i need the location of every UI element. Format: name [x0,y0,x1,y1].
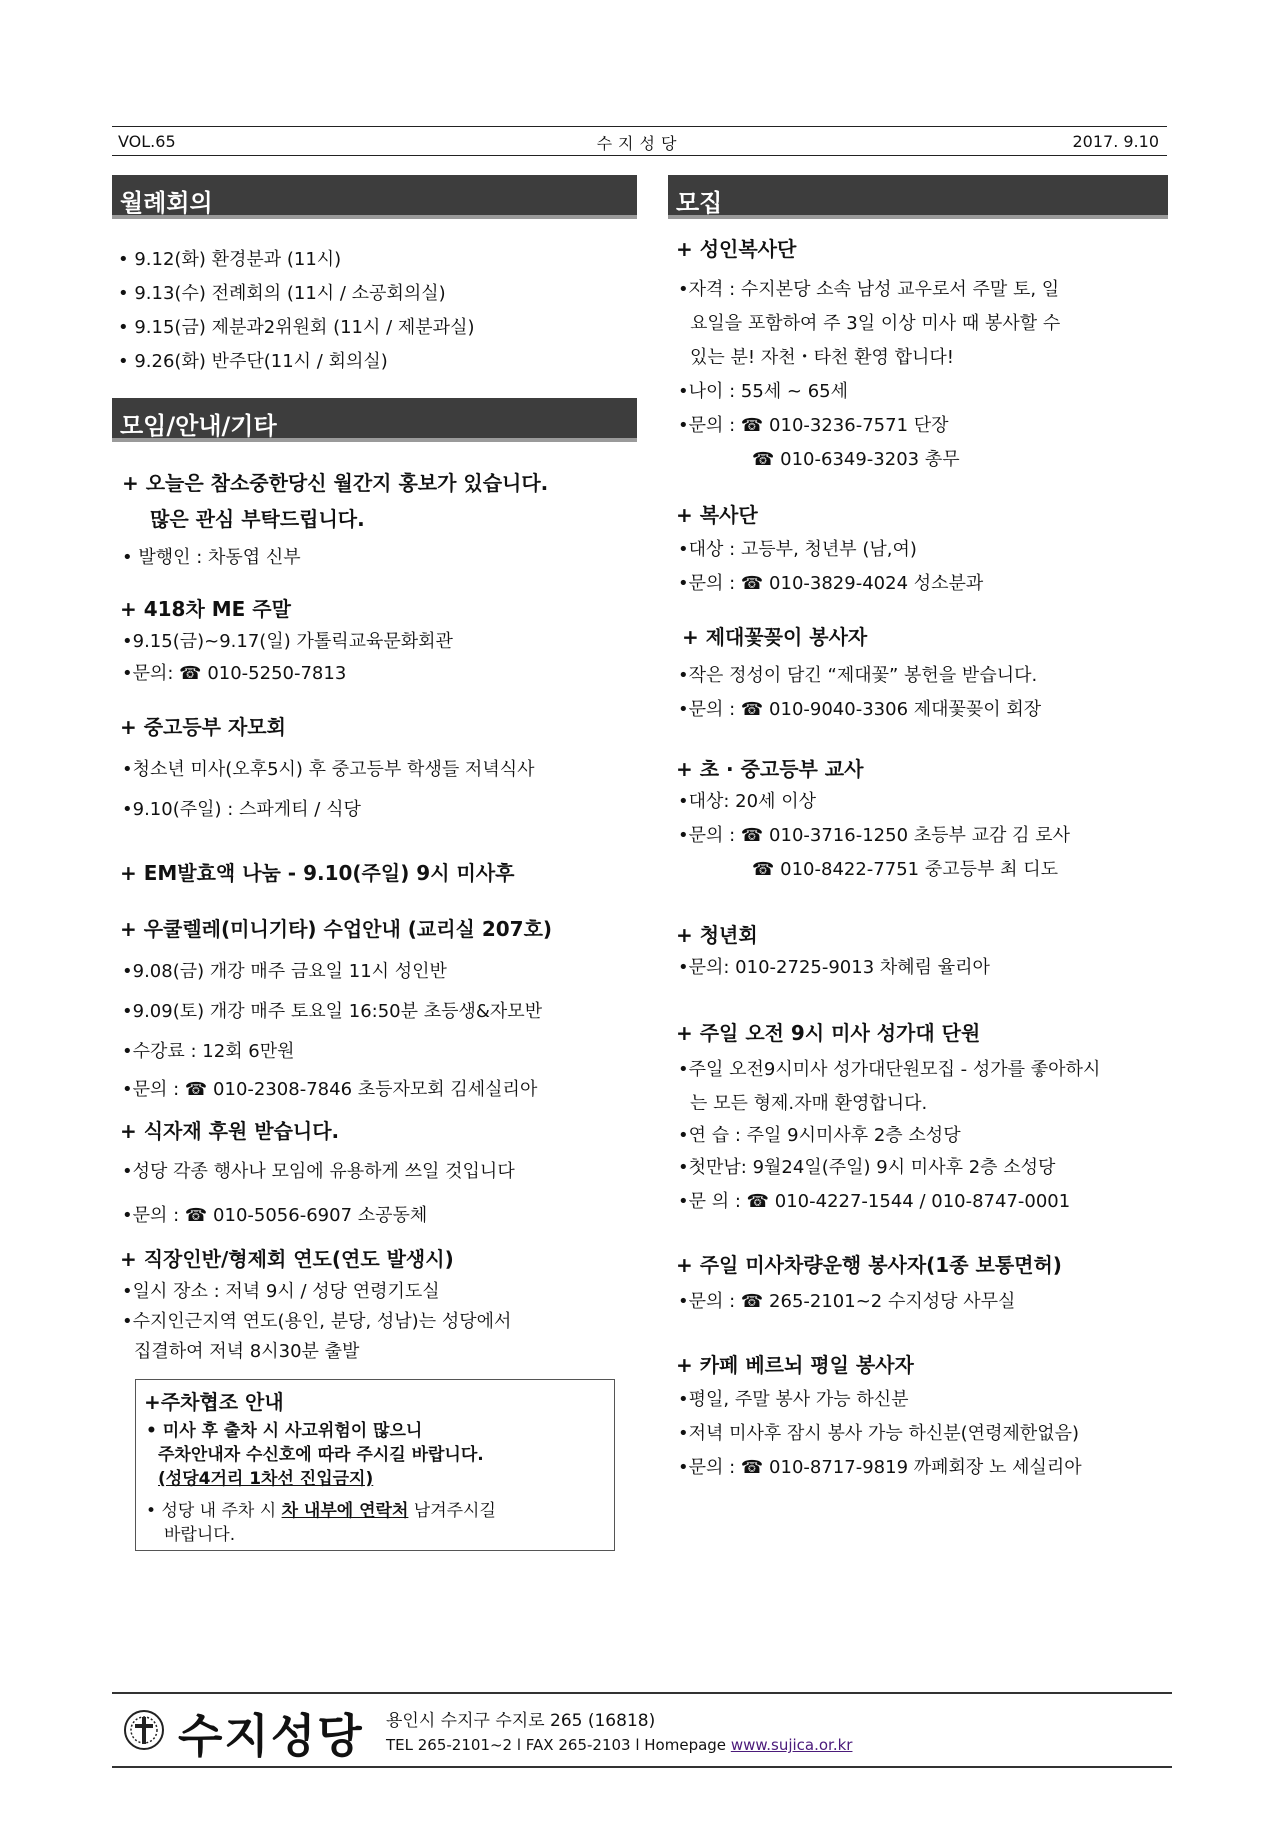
parents-heading: + 중고등부 자모회 [120,715,286,739]
notice-heading: + 오늘은 참소중한당신 월간지 홍보가 있습니다. [122,471,549,495]
teacher-heading: + 초 · 중고등부 교사 [676,757,864,781]
parking-line: • 성당 내 주차 시 차 내부에 연락처 남겨주시길 [146,1501,496,1521]
parking-warning: (성당4거리 1차선 진입금지) [158,1469,374,1489]
list-item: •문의: 010-2725-9013 차혜림 율리아 [678,957,990,978]
list-item: •수지인근지역 연도(용인, 분당, 성남)는 성당에서 [122,1311,512,1332]
list-item: •문의 : ☎ 010-2308-7846 초등자모회 김세실리아 [122,1079,538,1100]
driver-heading: + 주일 미사차량운행 봉사자(1종 보통면허) [676,1253,1062,1277]
notice-heading-cont: 많은 관심 부탁드립니다. [150,507,365,531]
section-header-monthly-meeting: 월례회의 [112,175,637,219]
cafe-heading: + 카페 베르뇌 평일 봉사자 [676,1353,914,1377]
list-item: •자격 : 수지본당 소속 남성 교우로서 주말 토, 일 [678,279,1060,300]
list-item: •문의 : ☎ 010-3716-1250 초등부 교감 김 로사 [678,825,1071,846]
left-column [112,175,637,1545]
list-item: •평일, 주말 봉사 가능 하신분 [678,1389,909,1410]
list-item: •9.09(토) 개강 매주 토요일 16:50분 초등생&자모반 [122,1001,543,1022]
list-item: •대상: 20세 이상 [678,791,816,812]
list-item: •9.10(주일) : 스파게티 / 식당 [122,799,361,820]
altar-adult-heading: + 성인복사단 [676,237,797,261]
list-item: •수강료 : 12회 6만원 [122,1041,295,1062]
list-item: • 발행인 : 차동엽 신부 [122,547,301,568]
em-heading: + EM발효액 나눔 - 9.10(주일) 9시 미사후 [120,861,515,885]
list-item: • 9.15(금) 제분과2위원회 (11시 / 제분과실) [118,317,475,338]
church-address: 용인시 수지구 수지로 265 (16818) [386,1711,656,1731]
altar-heading: + 복사단 [676,503,758,527]
list-item: •문의: ☎ 010-5250-7813 [122,663,347,684]
list-item: •나이 : 55세 ~ 65세 [678,381,849,402]
list-item: • 9.13(수) 전례회의 (11시 / 소공회의실) [118,283,446,304]
issue-date: 2017. 9.10 [1072,132,1159,151]
section-header-recruit: 모집 [668,175,1168,219]
list-item-cont: 있는 분! 자천・타천 환영 합니다! [690,347,954,368]
volume-number: VOL.65 [118,132,176,151]
church-contact: TEL 265-2101~2 l FAX 265-2103 l Homepage www.sujica.or.kr [386,1736,853,1754]
list-item: •연 습 : 주일 9시미사후 2층 소성당 [678,1125,961,1146]
right-column [668,175,1168,1478]
list-item-cont: 는 모든 형제.자매 환영합니다. [690,1093,928,1114]
parking-line: 바랍니다. [164,1525,236,1545]
list-item: •저녁 미사후 잠시 봉사 가능 하신분(연령제한없음) [678,1423,1080,1444]
list-item: •9.08(금) 개강 매주 금요일 11시 성인반 [122,961,447,982]
me-heading: + 418차 ME 주말 [120,597,291,621]
list-item: •청소년 미사(오후5시) 후 중고등부 학생들 저녁식사 [122,759,535,780]
list-item-cont: 요일을 포함하여 주 3일 이상 미사 때 봉사할 수 [690,313,1061,334]
list-item-cont: ☎ 010-6349-3203 총무 [752,449,960,470]
list-item: • 9.26(화) 반주단(11시 / 회의실) [118,351,388,372]
list-item: •문의 : ☎ 010-5056-6907 소공동체 [122,1205,428,1226]
church-name-logo: 수지성당 [178,1709,364,1763]
section-header-misc: 모임/안내/기타 [112,398,637,442]
ukulele-heading: + 우쿨렐레(미니기타) 수업안내 (교리실 207호) [120,917,553,941]
list-item: •문의 : ☎ 010-3236-7571 단장 [678,415,949,436]
list-item: •문의 : ☎ 265-2101~2 수지성당 사무실 [678,1291,1016,1312]
workers-heading: + 직장인반/형제회 연도(연도 발생시) [120,1247,454,1271]
parking-line: • 미사 후 출차 시 사고위험이 많으니 [146,1421,423,1441]
list-item: •문 의 : ☎ 010-4227-1544 / 010-8747-0001 [678,1191,1071,1212]
list-item: •작은 정성이 담긴 “제대꽃” 봉헌을 받습니다. [678,665,1038,686]
parking-line: 주차안내자 수신호에 따라 주시길 바랍니다. [158,1445,484,1465]
list-item: •대상 : 고등부, 청년부 (남,여) [678,539,917,560]
list-item: •문의 : ☎ 010-3829-4024 성소분과 [678,573,984,594]
list-item: •문의 : ☎ 010-9040-3306 제대꽃꽂이 회장 [678,699,1042,720]
list-item-cont: 집결하여 저녁 8시30분 출발 [134,1341,360,1362]
list-item-cont: ☎ 010-8422-7751 중고등부 최 디도 [752,859,1058,880]
newsletter-header [112,126,1167,156]
church-logo-icon [122,1708,166,1752]
list-item: •일시 장소 : 저녁 9시 / 성당 연령기도실 [122,1281,440,1302]
list-item: • 9.12(화) 환경분과 (11시) [118,249,342,270]
parking-notice-box [135,1379,615,1551]
youth-heading: + 청년회 [676,923,758,947]
footer-divider-top [112,1692,1172,1694]
food-heading: + 식자재 후원 받습니다. [120,1119,340,1143]
list-item: •성당 각종 행사나 모임에 유용하게 쓰일 것입니다 [122,1161,515,1182]
list-item: •문의 : ☎ 010-8717-9819 까페회장 노 세실리아 [678,1457,1082,1478]
footer-divider-bottom [112,1766,1172,1768]
parking-heading: +주차협조 안내 [144,1390,284,1414]
list-item: •9.15(금)~9.17(일) 가톨릭교육문화회관 [122,631,453,652]
homepage-link[interactable]: www.sujica.or.kr [730,1736,853,1754]
flower-heading: + 제대꽃꽂이 봉사자 [682,625,868,649]
choir-heading: + 주일 오전 9시 미사 성가대 단원 [676,1021,981,1045]
list-item: •주일 오전9시미사 성가대단원모집 - 성가를 좋아하시 [678,1059,1101,1080]
list-item: •첫만남: 9월24일(주일) 9시 미사후 2층 소성당 [678,1157,1056,1178]
newsletter-title: 수지성당 [596,134,683,153]
